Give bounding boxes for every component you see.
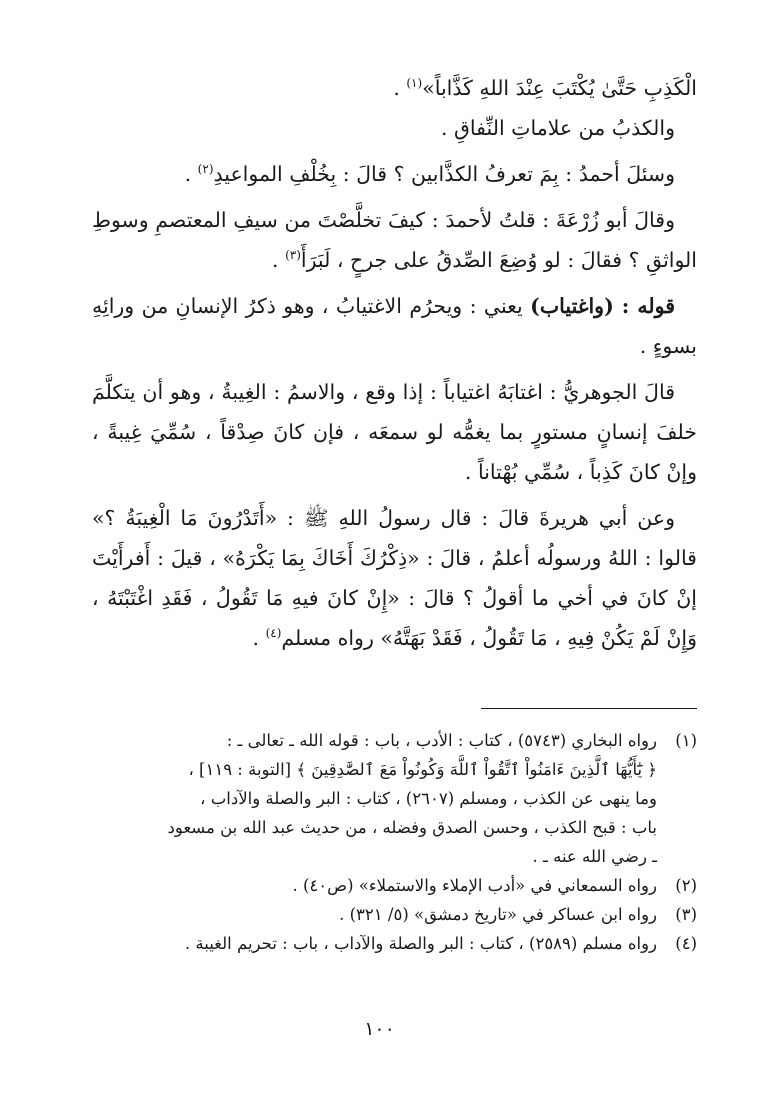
footnote-divider — [481, 708, 697, 709]
footnote-line: باب : قبح الكذب ، وحسن الصدق وفضله ، من حديث عبد الله بن مسعود — [167, 818, 657, 837]
footnote-number: (١) — [675, 731, 697, 750]
footnote-ref-4[interactable]: (٤) — [265, 626, 282, 641]
footnote-text — [92, 726, 657, 871]
footnote-number: (٤) — [675, 934, 697, 953]
paragraph-5 — [92, 286, 697, 366]
footnote-3 — [92, 900, 697, 929]
paragraph-3-end: . — [184, 162, 198, 186]
paragraph-7-text: وعن أبي هريرةَ قالَ : قال رسولُ اللهِ ﷺ : «أَتَدْرُونَ مَا الْغِيبَةُ ؟» قالوا : اللهُ ورسولُه أعلمُ ، قالَ : «ذِكْرُكَ أَخَاكَ بِمَا يَكْرَهُ» ، قيلَ : أَفرأَيْتَ إنْ كانَ في أخي ما أقولُ ؟ قالَ : «إِنْ كانَ فيهِ مَا تَقُولُ ، فَقَدِ اغْتَبْتَهُ ، وَإِنْ لَمْ يَكُنْ فِيهِ ، مَا تَقُولُ ، فَقَدْ بَهَتَّهُ» رواه مسلم — [92, 506, 697, 650]
footnote-ref-1[interactable]: (١) — [406, 76, 423, 91]
paragraph-7-end: . — [252, 626, 266, 650]
paragraph-1 — [92, 68, 697, 108]
footnote-2 — [92, 871, 697, 900]
footnote-1 — [92, 726, 697, 871]
footnote-line: رواه مسلم (٢٥٨٩) ، كتاب : البر والصلة والآداب ، باب : تحريم الغيبة . — [184, 934, 657, 953]
page-number: ١٠٠ — [364, 1018, 395, 1040]
footnote-text — [92, 871, 657, 900]
paragraph-4 — [92, 200, 697, 280]
paragraph-1-text: الْكَذِبِ حَتَّىٰ يُكْتَبَ عِنْدَ اللهِ كَذَّاباً» — [422, 76, 697, 100]
paragraph-6: قالَ الجوهريُّ : اغتابَهُ اغتياباً : إذا وقع ، والاسمُ : الغِيبةُ ، وهو أن يتكلَّمَ خلفَ إنسانٍ مستورٍ بما يغمُّه لو سمعَه ، فإن كانَ صِدْقاً ، سُمِّيَ غِيبةً ، وإنْ كانَ كَذِباً ، سُمِّي بُهْتاناً . — [92, 380, 697, 484]
footnote-line-quran: ﴿ يَٰٓأَيُّهَا ٱلَّذِينَ ءَامَنُواْ ٱتَّقُواْ ٱللَّهَ وَكُونُواْ مَعَ ٱلصَّٰدِقِينَ ﴾ [التوبة : ١١٩] ، — [188, 760, 657, 779]
paragraph-1-end: . — [393, 76, 407, 100]
footnotes — [92, 726, 697, 958]
paragraph-7 — [92, 498, 697, 658]
paragraph-4-end: . — [272, 248, 286, 272]
footnote-4 — [92, 929, 697, 958]
footnote-number: (٢) — [675, 876, 697, 895]
footnote-ref-3[interactable]: (٣) — [285, 248, 301, 263]
footnote-ref-2[interactable]: (٢) — [197, 162, 214, 177]
paragraph-2: والكذبُ من علاماتِ النِّفاقِ . — [440, 116, 675, 140]
footnote-line: رواه السمعاني في «أدب الإملاء والاستملاء» (ص٤٠) . — [292, 876, 657, 895]
footnote-line: رواه البخاري (٥٧٤٣) ، كتاب : الأدب ، باب : قوله الله ـ تعالى ـ : — [226, 731, 657, 750]
footnote-line: رواه ابن عساكر في «تاريخ دمشق» (٥/ ٣٢١) . — [339, 905, 657, 924]
footnote-text — [92, 900, 657, 929]
footnote-line: وما ينهى عن الكذب ، ومسلم (٢٦٠٧) ، كتاب : البر والصلة والآداب ، — [200, 789, 657, 808]
paragraph-4-text: وقالَ أبو زُرْعَةَ : قلتُ لأحمدَ : كيفَ تخلَّصْتَ من سيفِ المعتصمِ وسوطِ الواثقِ ؟ فقالَ : لو وُضِعَ الصِّدقُ على جرحٍ ، لَبَرَأَ — [92, 208, 697, 272]
footnote-line: ـ رضي الله عنه ـ . — [532, 847, 657, 866]
paragraph-3-text: وسئلَ أحمدُ : بِمَ تعرفُ الكذَّابين ؟ قالَ : بِخُلْفِ المواعيدِ — [213, 162, 675, 186]
paragraph-3 — [92, 154, 697, 194]
footnote-number: (٣) — [675, 905, 697, 924]
commentary-label: قوله : (واغتياب) — [530, 294, 675, 318]
main-text — [92, 68, 697, 664]
footnote-text — [92, 929, 657, 958]
paragraph-5-text: يعني : ويحرُم الاغتيابُ ، وهو ذكرُ الإنسانِ من ورائِهِ بسوءٍ . — [92, 294, 697, 358]
